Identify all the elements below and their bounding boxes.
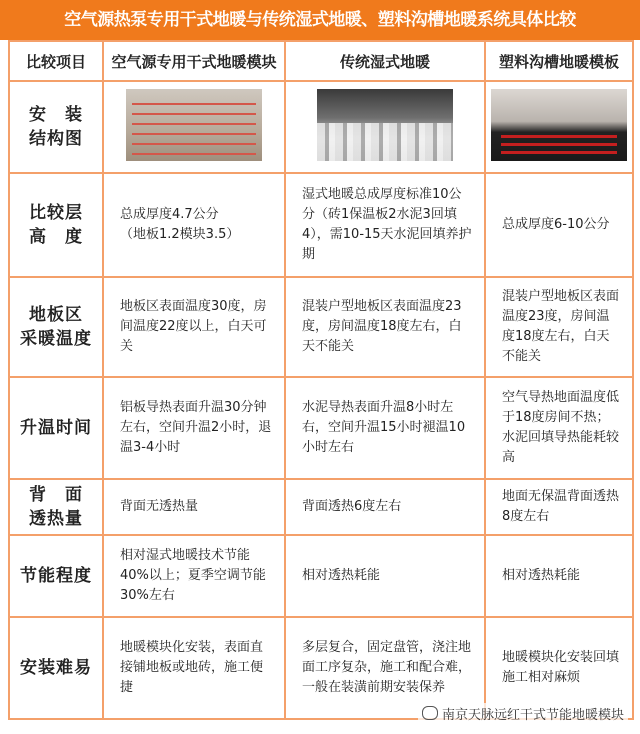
cell: 地面无保温背面透热8度左右 — [485, 479, 633, 535]
row-label: 地板区 采暖温度 — [9, 277, 103, 377]
cell: 空气导热地面温度低于18度房间不热；水泥回填导热能耗较高 — [485, 377, 633, 479]
row-label: 节能程度 — [9, 535, 103, 617]
header-dry-module: 空气源专用干式地暖模块 — [103, 41, 285, 81]
cell: 总成厚度4.7公分 （地板1.2模块3.5） — [103, 173, 285, 277]
cell: 相对透热耗能 — [485, 535, 633, 617]
watermark-text: 南京天脉远红干式节能地暖模块 — [441, 708, 624, 723]
row-label: 安 装 结构图 — [9, 81, 103, 173]
comparison-table — [8, 40, 634, 720]
cell: 铝板导热表面升温30分钟左右，空间升温2小时，退温3-4小时 — [103, 377, 285, 479]
watermark — [418, 703, 628, 724]
table-row — [9, 173, 633, 277]
header-row — [9, 41, 633, 81]
cell: 混装户型地板区表面温度23度，房间温度18度左右，白天不能关 — [285, 277, 485, 377]
row-label: 背 面 透热量 — [9, 479, 103, 535]
cell: 总成厚度6-10公分 — [485, 173, 633, 277]
table-row — [9, 81, 633, 173]
page-title: 空气源热泵专用干式地暖与传统湿式地暖、塑料沟槽地暖系统具体比较 — [0, 0, 640, 40]
cell: 地板区表面温度30度，房间温度22度以上，白天可关 — [103, 277, 285, 377]
table-row — [9, 479, 633, 535]
wet-floor-photo — [317, 89, 453, 161]
cell: 背面无透热量 — [103, 479, 285, 535]
cell: 水泥导热表面升温8小时左右，空间升温15小时褪温10小时左右 — [285, 377, 485, 479]
row-label: 升温时间 — [9, 377, 103, 479]
cell: 地暖模块化安装，表面直接铺地板或地砖，施工便捷 — [103, 617, 285, 719]
cell: 背面透热6度左右 — [285, 479, 485, 535]
header-plastic-groove: 塑料沟槽地暖模板 — [485, 41, 633, 81]
row-label: 安装难易 — [9, 617, 103, 719]
wechat-icon — [422, 706, 438, 720]
dry-module-photo — [126, 89, 262, 161]
table-row — [9, 535, 633, 617]
table-row — [9, 377, 633, 479]
cell: 地暖模块化安装回填施工相对麻烦 — [485, 617, 633, 719]
header-wet-floor: 传统湿式地暖 — [285, 41, 485, 81]
cell: 湿式地暖总成厚度标准10公分（砖1保温板2水泥3回填4），需10-15天水泥回填养护期 — [285, 173, 485, 277]
plastic-groove-photo — [491, 89, 627, 161]
table-row — [9, 277, 633, 377]
cell: 相对透热耗能 — [285, 535, 485, 617]
row-label: 比较层 高 度 — [9, 173, 103, 277]
cell: 相对湿式地暖技术节能40%以上；夏季空调节能30%左右 — [103, 535, 285, 617]
cell: 多层复合，固定盘管，浇注地面工序复杂，施工和配合难，一般在装潢前期安装保养 — [285, 617, 485, 719]
header-item: 比较项目 — [9, 41, 103, 81]
cell: 混装户型地板区表面温度23度，房间温度18度左右，白天不能关 — [485, 277, 633, 377]
